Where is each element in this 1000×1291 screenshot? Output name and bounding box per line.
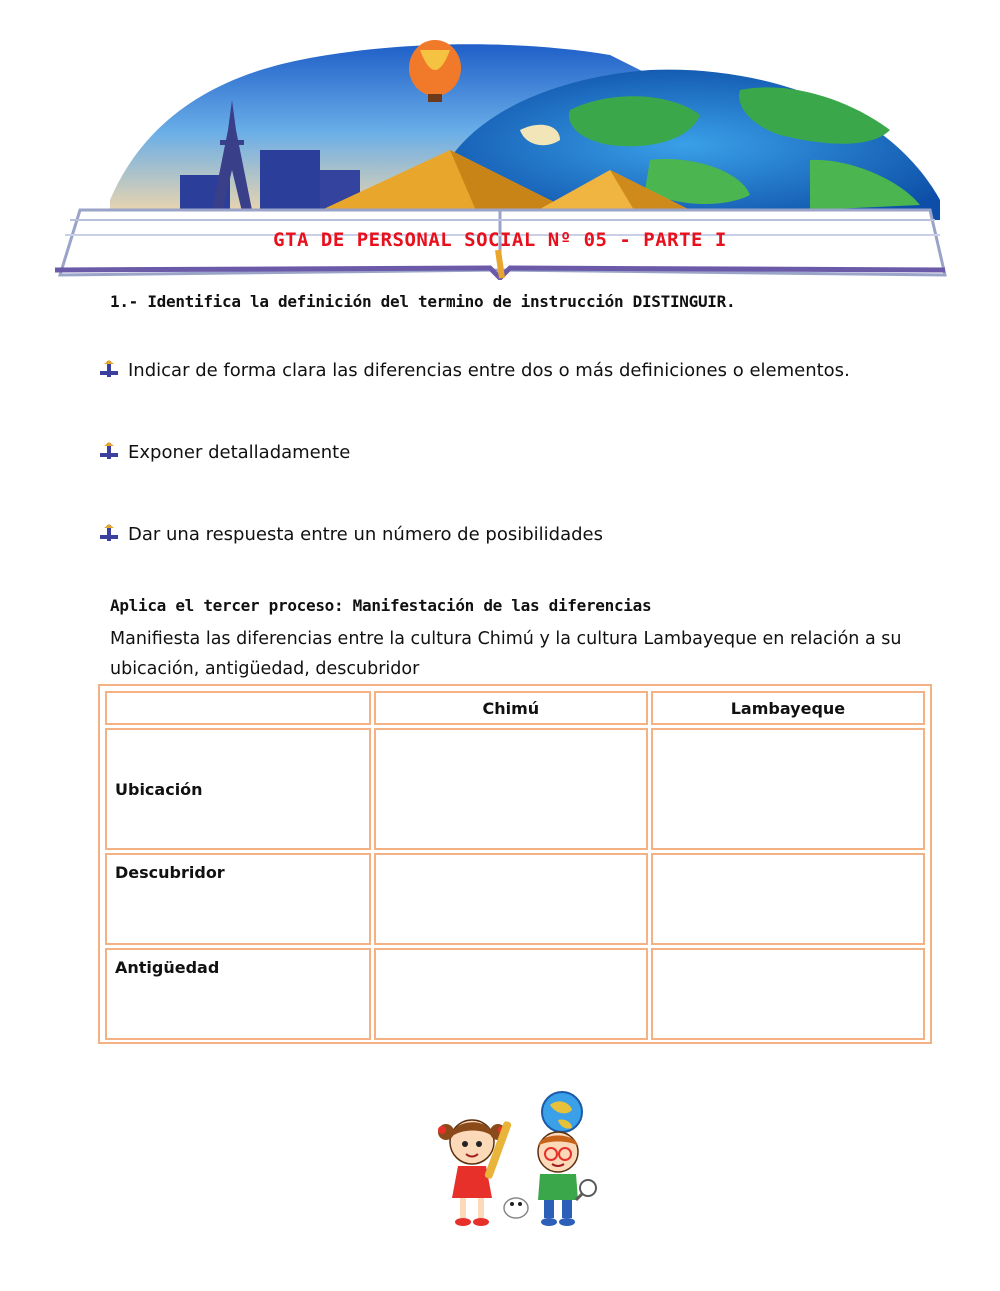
answer-cell-antiguedad-chimu[interactable] (374, 948, 648, 1040)
table-row (105, 728, 925, 850)
question-label: 1.- Identifica la definición del termino de instrucción DISTINGUIR. (110, 292, 736, 311)
instructions-title: Aplica el tercer proceso: Manifestación de las diferencias (110, 596, 652, 615)
answer-option-1[interactable] (98, 359, 850, 381)
table-header-chimu: Chimú (374, 691, 648, 725)
arrow-plus-bullet-icon (98, 523, 120, 545)
answer-cell-ubicacion-chimu[interactable] (374, 728, 648, 850)
table-header-empty (105, 691, 371, 725)
answer-cell-antiguedad-lambayeque[interactable] (651, 948, 925, 1040)
comparison-table (98, 684, 932, 1044)
table-header-row (105, 691, 925, 725)
answer-option-text: Exponer detalladamente (128, 441, 351, 463)
arrow-plus-bullet-icon (98, 359, 120, 381)
answer-option-text: Dar una respuesta entre un número de posibilidades (128, 523, 603, 545)
answer-cell-descubridor-lambayeque[interactable] (651, 853, 925, 945)
answer-cell-descubridor-chimu[interactable] (374, 853, 648, 945)
table-row (105, 853, 925, 945)
instructions-text: Manifiesta las diferencias entre la cultura Chimú y la cultura Lambayeque en relación a su ubicación, antigüedad, descubridor (110, 629, 902, 679)
page-title: GTA DE PERSONAL SOCIAL Nº 05 - PARTE I (273, 229, 727, 251)
row-label-antiguedad: Antigüedad (105, 948, 371, 1040)
answer-option-text: Indicar de forma clara las diferencias entre dos o más definiciones o elementos. (128, 359, 850, 381)
table-header-lambayeque: Lambayeque (651, 691, 925, 725)
answer-option-3[interactable] (98, 523, 603, 545)
answer-cell-ubicacion-lambayeque[interactable] (651, 728, 925, 850)
kids-illustration (420, 1080, 610, 1240)
table-row (105, 948, 925, 1040)
row-label-descubridor: Descubridor (105, 853, 371, 945)
kids-globe-icon (420, 1080, 610, 1240)
row-label-ubicacion: Ubicación (105, 728, 371, 850)
arrow-plus-bullet-icon (98, 441, 120, 463)
answer-option-2[interactable] (98, 441, 350, 463)
